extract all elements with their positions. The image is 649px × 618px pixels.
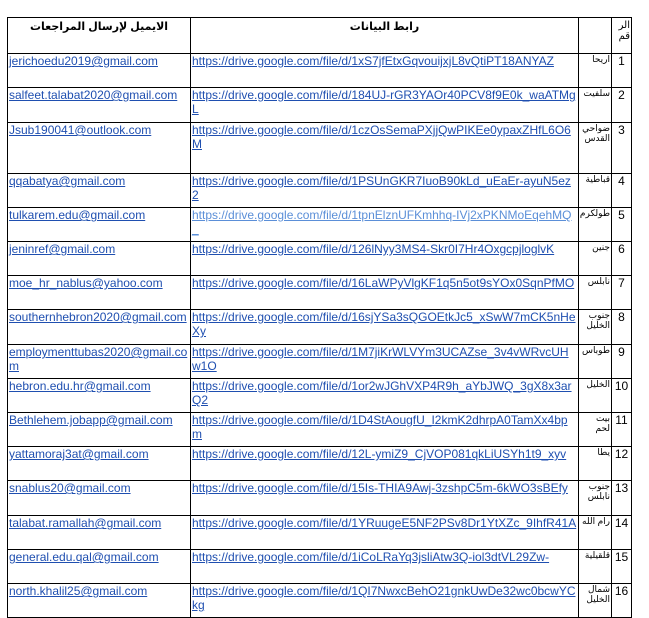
row-number: 2 <box>612 88 632 123</box>
drive-link[interactable]: https://drive.google.com/file/d/1xS7jfEtxGqvouijxjL8vQtiPT18ANYAZ <box>191 54 579 88</box>
row-number: 13 <box>612 481 632 516</box>
row-number: 6 <box>612 242 632 276</box>
city-name: طوباس <box>579 345 612 379</box>
email-link[interactable]: north.khalil25@gmail.com <box>8 584 191 618</box>
header-number: الر قم <box>612 18 632 54</box>
email-link[interactable]: employmenttubas2020@gmail.com <box>8 345 191 379</box>
row-number: 4 <box>612 174 632 208</box>
table-row <box>8 447 632 481</box>
table-row <box>8 123 632 174</box>
email-link[interactable]: southernhebron2020@gmail.com <box>8 310 191 345</box>
row-number: 3 <box>612 123 632 174</box>
city-name: جنوب نابلس <box>579 481 612 516</box>
row-number: 5 <box>612 208 632 242</box>
row-number: 1 <box>612 54 632 88</box>
city-name: جنين <box>579 242 612 276</box>
table-row <box>8 54 632 88</box>
email-link[interactable]: jeninref@gmail.com <box>8 242 191 276</box>
row-number: 11 <box>612 413 632 447</box>
table-row <box>8 276 632 310</box>
email-link[interactable]: qqabatya@gmail.com <box>8 174 191 208</box>
drive-link[interactable]: https://drive.google.com/file/d/1YRuugeE5NF2PSv8Dr1YtXZc_9IhfR41A <box>191 516 579 550</box>
drive-link[interactable]: https://drive.google.com/file/d/1M7jiKrWLVYm3UCAZse_3v4vWRvcUHw1O <box>191 345 579 379</box>
email-link[interactable]: hebron.edu.hr@gmail.com <box>8 379 191 413</box>
row-number: 12 <box>612 447 632 481</box>
email-link[interactable]: snablus20@gmail.com <box>8 481 191 516</box>
city-name: ضواحي القدس <box>579 123 612 174</box>
header-link: رابط البيانات <box>191 18 579 54</box>
table-row <box>8 550 632 584</box>
row-number: 7 <box>612 276 632 310</box>
city-name: جنوب الخليل <box>579 310 612 345</box>
city-name: شمال الخليل <box>579 584 612 618</box>
contacts-table <box>7 17 632 618</box>
table-row <box>8 174 632 208</box>
city-name: رام الله <box>579 516 612 550</box>
table-row <box>8 584 632 618</box>
drive-link[interactable]: https://drive.google.com/file/d/1or2wJGhVXP4R9h_aYbJWQ_3gX8x3arQ2 <box>191 379 579 413</box>
email-link[interactable]: tulkarem.edu@gmail.com <box>8 208 191 242</box>
table-row <box>8 208 632 242</box>
city-name: قلقيلية <box>579 550 612 584</box>
table-row <box>8 345 632 379</box>
email-link[interactable]: talabat.ramallah@gmail.com <box>8 516 191 550</box>
city-name: طولكرم <box>579 208 612 242</box>
city-name: بيت لحم <box>579 413 612 447</box>
drive-link[interactable]: https://drive.google.com/file/d/15Is-THIA9Awj-3zshpC5m-6kWO3sBEfy <box>191 481 579 516</box>
table-row <box>8 516 632 550</box>
city-name: اريحا <box>579 54 612 88</box>
header-email: الايميل لإرسال المراجعات <box>8 18 191 54</box>
drive-link[interactable]: https://drive.google.com/file/d/1tpnElznUFKmhhq-IVj2xPKNMoEqehMQ_ <box>191 208 579 242</box>
email-link[interactable]: general.edu.qal@gmail.com <box>8 550 191 584</box>
drive-link[interactable]: https://drive.google.com/file/d/1iCoLRaYq3jsliAtw3Q-iol3dtVL29Zw- <box>191 550 579 584</box>
drive-link[interactable]: https://drive.google.com/file/d/12L-ymiZ9_CjVOP081qkLiUSYh1t9_xyv <box>191 447 579 481</box>
city-name: الخليل <box>579 379 612 413</box>
drive-link[interactable]: https://drive.google.com/file/d/1QI7NwxcBehO21gnkUwDe32wc0bcwYCkg <box>191 584 579 618</box>
table-row <box>8 88 632 123</box>
email-link[interactable]: moe_hr_nablus@yahoo.com <box>8 276 191 310</box>
header-row <box>8 18 632 54</box>
city-name: سلفيت <box>579 88 612 123</box>
city-name: نابلس <box>579 276 612 310</box>
row-number: 15 <box>612 550 632 584</box>
email-link[interactable]: salfeet.talabat2020@gmail.com <box>8 88 191 123</box>
row-number: 9 <box>612 345 632 379</box>
drive-link[interactable]: https://drive.google.com/file/d/184UJ-rGR3YAOr40PCV8f9E0k_waATMgL <box>191 88 579 123</box>
drive-link[interactable]: https://drive.google.com/file/d/126lNyy3MS4-Skr0I7Hr4OxgcpjloglvK <box>191 242 579 276</box>
table-row <box>8 310 632 345</box>
drive-link[interactable]: https://drive.google.com/file/d/16LaWPyVlgKF1q5n5ot9sYOx0SqnPfMO <box>191 276 579 310</box>
table-row <box>8 379 632 413</box>
drive-link[interactable]: https://drive.google.com/file/d/1czOsSemaPXjjQwPIKEe0ypaxZHfL6O6M <box>191 123 579 174</box>
drive-link[interactable]: https://drive.google.com/file/d/1D4StAougfU_I2kmK2dhrpA0TamXx4bpm <box>191 413 579 447</box>
table-row <box>8 481 632 516</box>
email-link[interactable]: jerichoedu2019@gmail.com <box>8 54 191 88</box>
drive-link[interactable]: https://drive.google.com/file/d/1PSUnGKR7IuoB90kLd_uEaEr-ayuN5ez2 <box>191 174 579 208</box>
row-number: 10 <box>612 379 632 413</box>
table-row <box>8 413 632 447</box>
row-number: 8 <box>612 310 632 345</box>
table-row <box>8 242 632 276</box>
header-city <box>579 18 612 54</box>
city-name: قباطية <box>579 174 612 208</box>
email-link[interactable]: Bethlehem.jobapp@gmail.com <box>8 413 191 447</box>
row-number: 16 <box>612 584 632 618</box>
email-link[interactable]: Jsub190041@outlook.com <box>8 123 191 174</box>
city-name: يطا <box>579 447 612 481</box>
email-link[interactable]: yattamoraj3at@gmail.com <box>8 447 191 481</box>
row-number: 14 <box>612 516 632 550</box>
drive-link[interactable]: https://drive.google.com/file/d/16sjYSa3sQGOEtkJc5_xSwW7mCK5nHeXy <box>191 310 579 345</box>
